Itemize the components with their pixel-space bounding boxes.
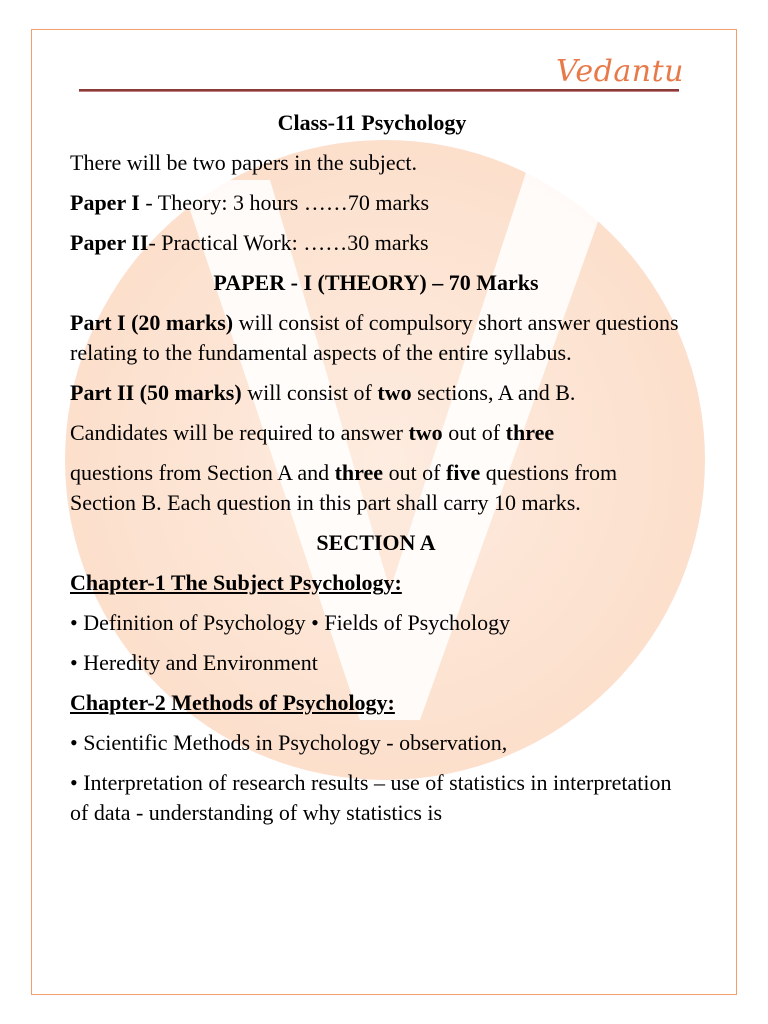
chapter2-bullet-1: • Scientific Methods in Psychology - observation,	[70, 730, 508, 755]
chapter2-heading: Chapter-2 Methods of Psychology:	[70, 690, 395, 715]
candidates-line: Candidates will be required to answer two out of three	[70, 420, 555, 445]
part2-label: Part II (50 marks)	[70, 380, 242, 405]
chapter1-bullet-1: • Definition of Psychology • Fields of Psychology	[70, 610, 511, 635]
part2-paragraph: Part II (50 marks) will consist of two sections, A and B.	[70, 380, 576, 405]
questions-paragraph: questions from Section A and three out of five questions from Section B. Each question in this part shall carry 10 marks.	[70, 460, 618, 515]
paper1-label: Paper I	[70, 190, 140, 215]
chapter2-bullet-2: • Interpretation of research results – use of statistics in interpretation of data - understanding of why statistics is	[70, 770, 672, 825]
part1-text: will consist of compulsory short answer questions relating to the fundamental aspects of the entire syllabus.	[70, 310, 679, 365]
page-title: Class-11 Psychology	[277, 110, 467, 135]
vedantu-logo: Vedantu	[556, 54, 684, 89]
paper2-text: - Practical Work: ……30 marks	[148, 230, 429, 255]
paper1-text: - Theory: 3 hours ……70 marks	[139, 190, 430, 215]
paper2-line	[70, 228, 682, 258]
paper1-line	[70, 188, 682, 218]
paper2-label: Paper II	[70, 230, 149, 255]
chapter1-bullet-2: • Heredity and Environment	[70, 650, 318, 675]
chapter1-heading: Chapter-1 The Subject Psychology:	[70, 570, 402, 595]
header-divider	[79, 89, 679, 92]
part1-label: Part I (20 marks)	[70, 310, 234, 335]
section-a-heading: SECTION A	[316, 530, 436, 555]
part1-paragraph	[70, 308, 682, 368]
paper-heading: PAPER - I (THEORY) – 70 Marks	[213, 270, 539, 295]
intro-text: There will be two papers in the subject.	[70, 150, 418, 175]
document-body	[70, 108, 682, 828]
